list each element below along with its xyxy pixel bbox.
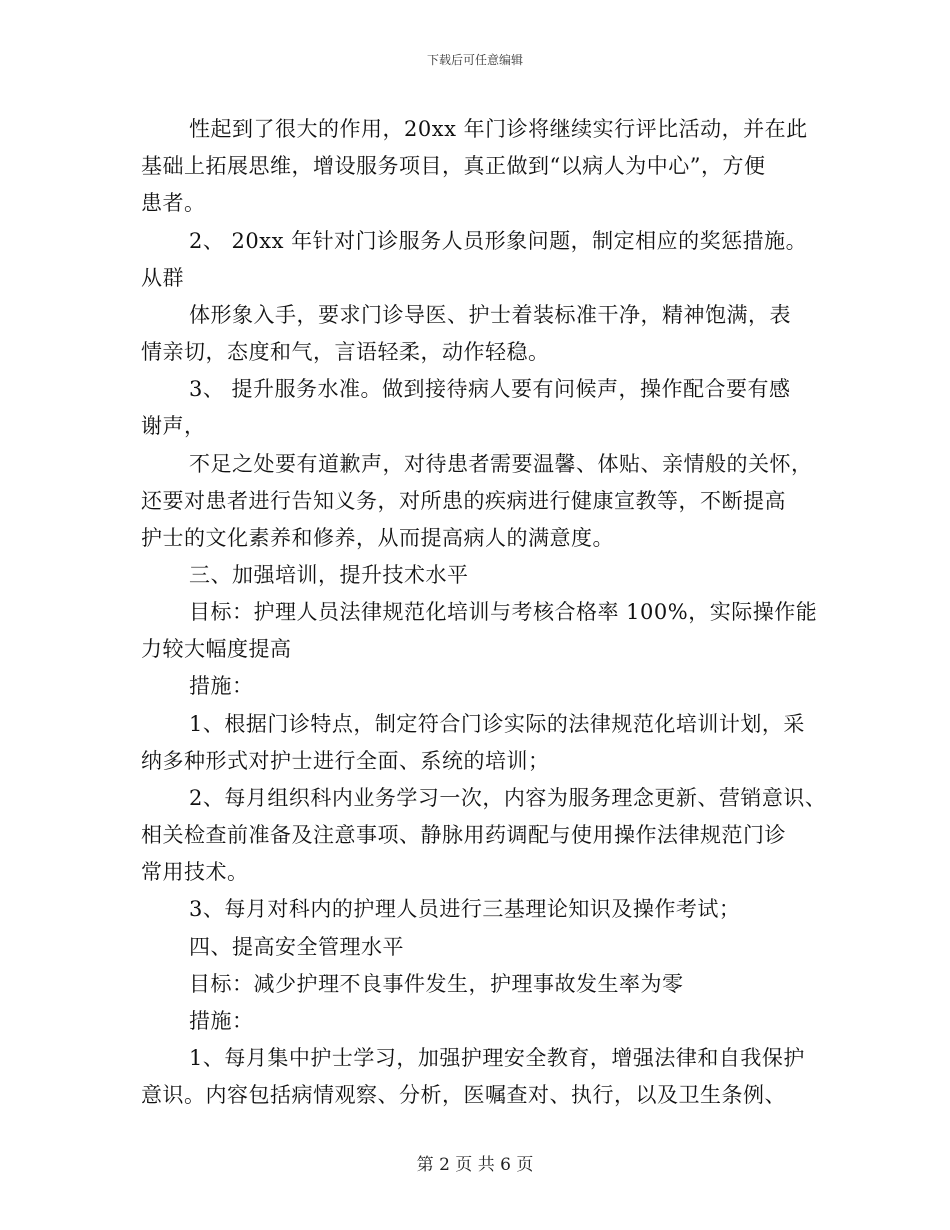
body-line: 措施： <box>189 1009 254 1033</box>
body-line: 纳多种形式对护士进行全面、系统的培训； <box>141 749 550 773</box>
body-line: 基础上拓展思维，增设服务项目，真正做到“以病人为中心”，方便 <box>141 154 766 178</box>
body-line: 体形象入手，要求门诊导医、护士着装标准干净，精神饱满，表 <box>189 303 791 327</box>
body-line: 患者。 <box>141 191 206 215</box>
body-line: 不足之处要有道歉声，对待患者需要温馨、体贴、亲情般的关怀， <box>189 452 813 476</box>
body-line: 1、每月集中护士学习，加强护理安全教育，增强法律和自我保护 <box>189 1046 805 1070</box>
body-line: 性起到了很大的作用，20xx 年门诊将继续实行评比活动，并在此 <box>189 117 808 141</box>
body-line: 3、每月对科内的护理人员进行三基理论知识及操作考试； <box>189 897 741 921</box>
body-line: 2、每月组织科内业务学习一次，内容为服务理念更新、营销意识、 <box>189 786 827 810</box>
section-heading: 三、加强培训，提升技术水平 <box>189 563 469 587</box>
body-line: 目标：减少护理不良事件发生，护理事故发生率为零 <box>189 972 684 996</box>
body-line: 护士的文化素养和修养，从而提高病人的满意度。 <box>141 526 614 550</box>
section-heading: 四、提高安全管理水平 <box>189 935 404 959</box>
body-line: 措施： <box>189 674 254 698</box>
body-line: 情亲切，态度和气，言语轻柔，动作轻稳。 <box>141 340 550 364</box>
body-line: 目标：护理人员法律规范化培训与考核合格率 100%，实际操作能 <box>189 600 818 624</box>
page-footer: 第 2 页 共 6 页 <box>416 1155 534 1175</box>
body-line: 3、 提升服务水准。做到接待病人要有问候声，操作配合要有感 <box>189 377 791 401</box>
body-line: 相关检查前准备及注意事项、静脉用药调配与使用操作法律规范门诊 <box>141 823 786 847</box>
page-header: 下载后可任意编辑 <box>426 53 523 67</box>
body-line: 还要对患者进行告知义务，对所患的疾病进行健康宣教等，不断提高 <box>141 489 786 513</box>
body-line: 谢声， <box>141 414 206 438</box>
body-line: 1、根据门诊特点，制定符合门诊实际的法律规范化培训计划，采 <box>189 712 805 736</box>
body-line: 2、 20xx 年针对门诊服务人员形象问题，制定相应的奖惩措施。 <box>189 229 808 253</box>
body-line: 从群 <box>141 266 184 290</box>
body-line: 常用技术。 <box>141 860 249 884</box>
body-line: 意识。内容包括病情观察、分析，医嘱查对、执行，以及卫生条例、 <box>141 1083 786 1107</box>
body-line: 力较大幅度提高 <box>141 637 292 661</box>
